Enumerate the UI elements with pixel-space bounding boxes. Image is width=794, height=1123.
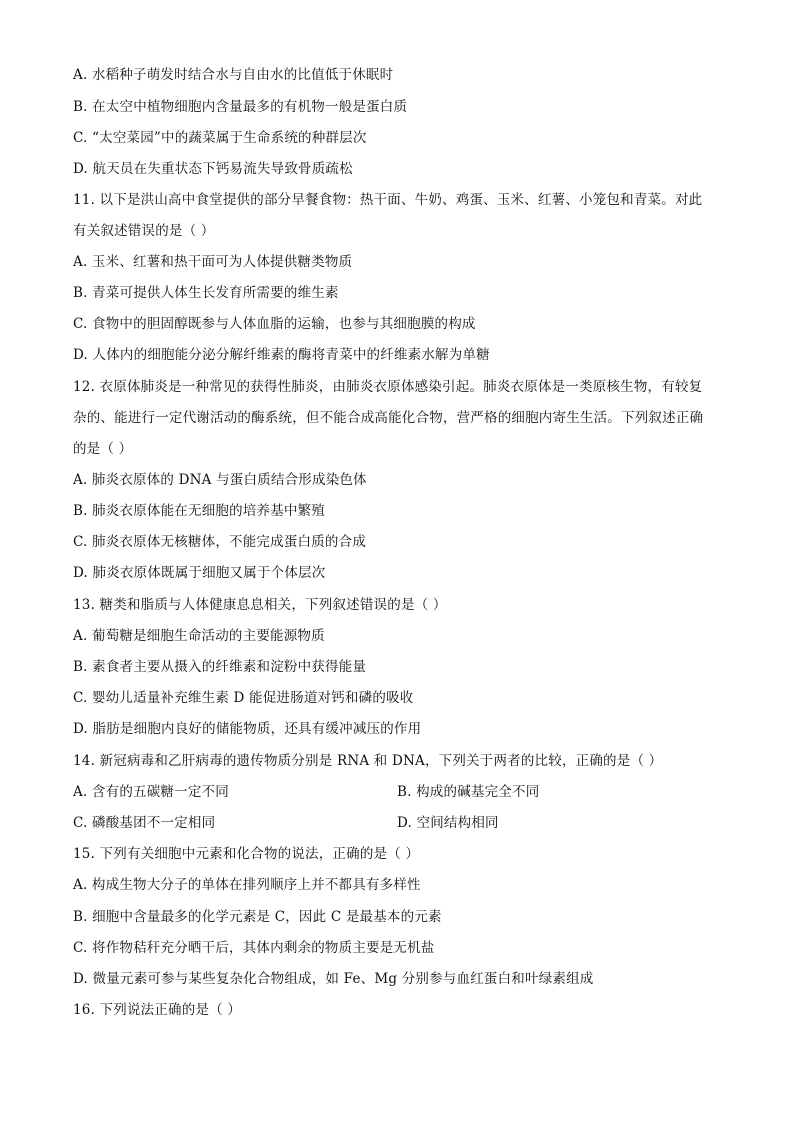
- q10-option-b: B. 在太空中植物细胞内含量最多的有机物一般是蛋白质: [73, 99, 408, 115]
- q14-option-d: D. 空间结构相同: [397, 815, 499, 831]
- q12-option-b: B. 肺炎衣原体能在无细胞的培养基中繁殖: [73, 503, 326, 519]
- q11-option-a: A. 玉米、红薯和热干面可为人体提供糖类物质: [73, 254, 353, 270]
- q14-option-c: C. 磷酸基团不一定相同: [73, 815, 216, 831]
- q11-option-b: B. 青菜可提供人体生长发育所需要的维生素: [73, 285, 339, 301]
- q13-stem: 13. 糖类和脂质与人体健康息息相关，下列叙述错误的是（ ）: [73, 597, 447, 613]
- q11-option-d: D. 人体内的细胞能分泌分解纤维素的酶将青菜中的纤维素水解为单糖: [73, 347, 490, 363]
- q12-stem-line-1: 12. 衣原体肺炎是一种常见的获得性肺炎，由肺炎衣原体感染引起。肺炎衣原体是一类原核生物，有较复: [73, 379, 703, 395]
- q11-stem-line-2: 有关叙述错误的是（ ）: [73, 223, 215, 239]
- q12-option-a: A. 肺炎衣原体的 DNA 与蛋白质结合形成染色体: [73, 472, 367, 488]
- q11-option-c: C. 食物中的胆固醇既参与人体血脂的运输，也参与其细胞膜的构成: [73, 316, 476, 332]
- q14-stem: 14. 新冠病毒和乙肝病毒的遗传物质分别是 RNA 和 DNA，下列关于两者的比较，正确的是（ ）: [73, 753, 663, 769]
- q10-option-a: A. 水稻种子萌发时结合水与自由水的比值低于休眠时: [73, 67, 394, 83]
- q15-option-a: A. 构成生物大分子的单体在排列顺序上并不都具有多样性: [73, 877, 421, 893]
- q15-option-b: B. 细胞中含量最多的化学元素是 C，因此 C 是最基本的元素: [73, 909, 442, 925]
- q14-option-b: B. 构成的碱基完全不同: [397, 784, 540, 800]
- q13-option-c: C. 婴幼儿适量补充维生素 D 能促进肠道对钙和磷的吸收: [73, 690, 414, 706]
- q11-stem-line-1: 11. 以下是洪山高中食堂提供的部分早餐食物：热干面、牛奶、鸡蛋、玉米、红薯、小笼包和青菜。对此: [73, 192, 703, 208]
- q14-option-a: A. 含有的五碳糖一定不同: [73, 784, 229, 800]
- q10-option-c: C. “太空菜园”中的蔬菜属于生命系统的种群层次: [73, 130, 367, 146]
- q13-option-b: B. 素食者主要从摄入的纤维素和淀粉中获得能量: [73, 659, 367, 675]
- q12-stem-line-3: 的是（ ）: [73, 441, 133, 457]
- q15-stem: 15. 下列有关细胞中元素和化合物的说法，正确的是（ ）: [73, 846, 420, 862]
- q15-option-c: C. 将作物秸秆充分晒干后，其体内剩余的物质主要是无机盐: [73, 940, 435, 956]
- q10-option-d: D. 航天员在失重状态下钙易流失导致骨质疏松: [73, 161, 353, 177]
- q12-stem-line-2: 杂的、能进行一定代谢活动的酶系统，但不能合成高能化合物，营严格的细胞内寄生生活。下列叙述正确: [73, 410, 704, 426]
- q13-option-a: A. 葡萄糖是细胞生命活动的主要能源物质: [73, 628, 325, 644]
- q13-option-d: D. 脂肪是细胞内良好的储能物质，还具有缓冲减压的作用: [73, 721, 422, 737]
- q12-option-d: D. 肺炎衣原体既属于细胞又属于个体层次: [73, 565, 326, 581]
- q12-option-c: C. 肺炎衣原体无核糖体，不能完成蛋白质的合成: [73, 534, 367, 550]
- q16-stem: 16. 下列说法正确的是（ ）: [73, 1002, 242, 1018]
- q15-option-d: D. 微量元素可参与某些复杂化合物组成，如 Fe、Mg 分别参与血红蛋白和叶绿素组成: [73, 971, 594, 987]
